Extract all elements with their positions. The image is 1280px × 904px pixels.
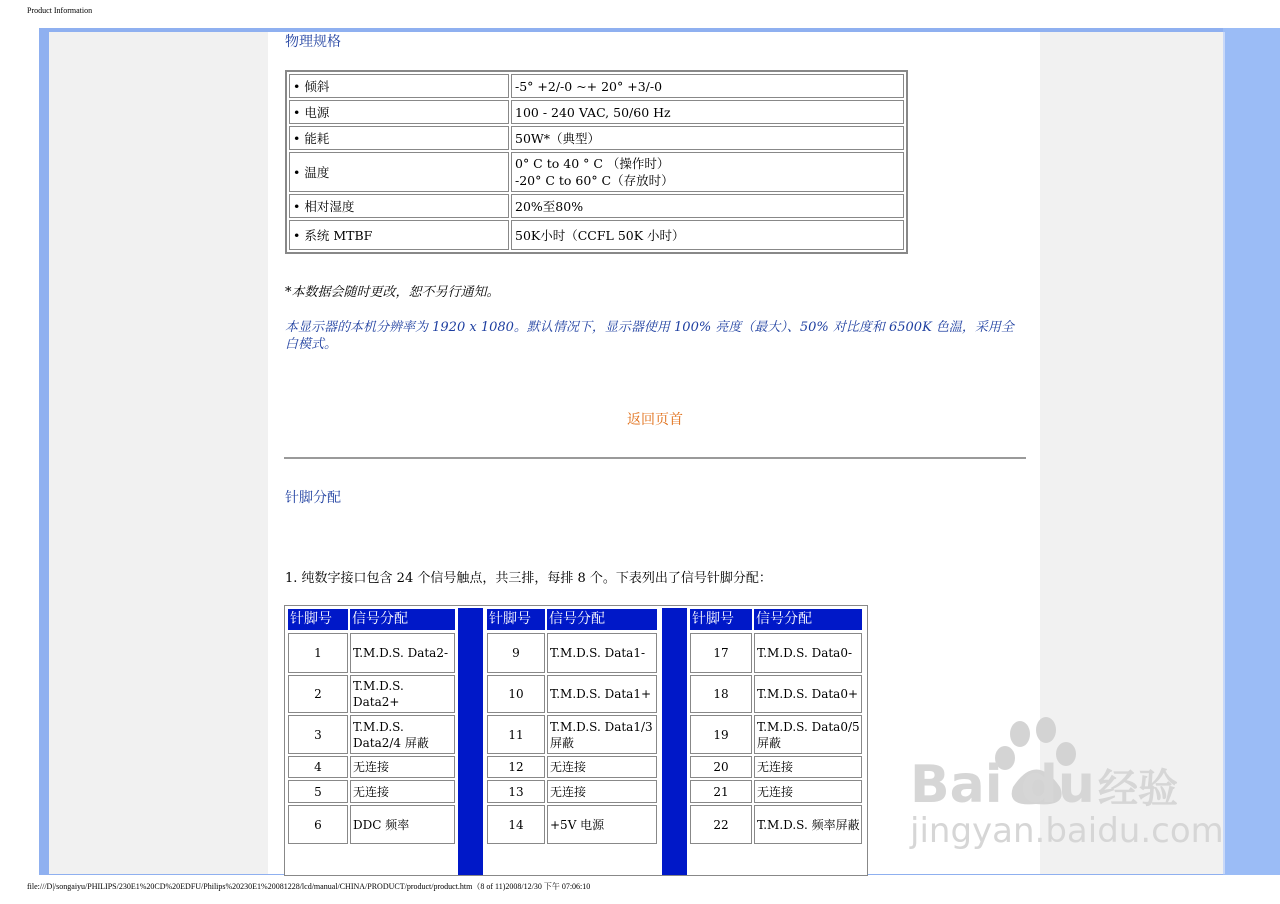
spec-value-temperature bbox=[511, 152, 904, 192]
physical-spec-title: 物理规格 bbox=[285, 34, 341, 50]
pin-signal: 无连接 bbox=[547, 780, 657, 803]
spec-value: 100 - 240 VAC, 50/60 Hz bbox=[511, 100, 904, 124]
pin-signal: 无连接 bbox=[754, 756, 862, 778]
table-row bbox=[289, 220, 904, 250]
pin-number: 14 bbox=[487, 805, 545, 844]
pin-signal: T.M.D.S. Data0/5 屏蔽 bbox=[754, 715, 862, 754]
watermark-brand: Bai du bbox=[910, 755, 1095, 815]
table-row bbox=[289, 74, 904, 98]
pin-number: 20 bbox=[690, 756, 752, 778]
page-footer: file:///D|/songaiyu/PHILIPS/230E1%20CD%20EDFU/Philips%20230E1%20081228/lcd/manual/CHINA/PRODUCT/product/product.htm（8 of 11)2008/12/30 下午 07:06:10 bbox=[27, 882, 591, 891]
pin-signal: T.M.D.S. Data0+ bbox=[754, 675, 862, 713]
pin-number: 2 bbox=[288, 675, 348, 713]
pin-number: 3 bbox=[288, 715, 348, 754]
spec-label: • 系统 MTBF bbox=[289, 220, 509, 250]
spec-value-line: -20° C to 60° C（存放时） bbox=[515, 173, 674, 188]
watermark-url: jingyan.baidu.com bbox=[910, 811, 1224, 851]
pin-number: 18 bbox=[690, 675, 752, 713]
pin-signal: 无连接 bbox=[754, 780, 862, 803]
pin-number: 9 bbox=[487, 633, 545, 673]
change-notice: *本数据会随时更改，恕不另行通知。 bbox=[285, 285, 500, 300]
pin-number: 13 bbox=[487, 780, 545, 803]
pin-number-header: 针脚号 bbox=[690, 609, 752, 630]
signal-header: 信号分配 bbox=[547, 609, 657, 630]
table-row bbox=[289, 152, 904, 192]
pin-intro-text: 1. 纯数字接口包含 24 个信号触点，共三排，每排 8 个。下表列出了信号针脚分配： bbox=[285, 571, 772, 586]
pin-signal: 无连接 bbox=[547, 756, 657, 778]
spec-value: 50W*（典型） bbox=[511, 126, 904, 150]
pin-signal: DDC 频率 bbox=[350, 805, 455, 844]
pin-number: 1 bbox=[288, 633, 348, 673]
pin-number: 19 bbox=[690, 715, 752, 754]
pin-signal: T.M.D.S. Data1- bbox=[547, 633, 657, 673]
pin-number-header: 针脚号 bbox=[487, 609, 545, 630]
spec-value: -5° +2/-0 ~+ 20° +3/-0 bbox=[511, 74, 904, 98]
pin-assignment-table bbox=[284, 605, 868, 876]
physical-spec-table bbox=[285, 70, 908, 254]
spec-value: 50K小时（CCFL 50K 小时） bbox=[511, 220, 904, 250]
page-header: Product Information bbox=[27, 6, 93, 15]
pin-number-header: 针脚号 bbox=[288, 609, 348, 630]
pin-number: 21 bbox=[690, 780, 752, 803]
spec-label: • 倾斜 bbox=[289, 74, 509, 98]
spec-label: • 电源 bbox=[289, 100, 509, 124]
pin-signal: T.M.D.S. Data1+ bbox=[547, 675, 657, 713]
pin-number: 10 bbox=[487, 675, 545, 713]
column-separator bbox=[662, 608, 687, 875]
back-to-top-link[interactable]: 返回页首 bbox=[627, 412, 683, 428]
signal-header: 信号分配 bbox=[754, 609, 862, 630]
spec-label: • 温度 bbox=[289, 152, 509, 192]
pin-signal: +5V 电源 bbox=[547, 805, 657, 844]
pin-signal: T.M.D.S. Data2- bbox=[350, 633, 455, 673]
table-row bbox=[289, 194, 904, 218]
pin-signal: T.M.D.S. Data1/3 屏蔽 bbox=[547, 715, 657, 754]
divider bbox=[284, 457, 1026, 459]
pin-signal: T.M.D.S. Data2+ bbox=[350, 675, 455, 713]
pin-signal: T.M.D.S. Data2/4 屏蔽 bbox=[350, 715, 455, 754]
signal-header: 信号分配 bbox=[350, 609, 455, 630]
table-row bbox=[289, 100, 904, 124]
baidu-jingyan-watermark bbox=[908, 712, 1228, 862]
pin-signal: T.M.D.S. 频率屏蔽 bbox=[754, 805, 862, 844]
spec-label: • 能耗 bbox=[289, 126, 509, 150]
pin-number: 5 bbox=[288, 780, 348, 803]
pin-number: 22 bbox=[690, 805, 752, 844]
spec-label: • 相对湿度 bbox=[289, 194, 509, 218]
pin-number: 11 bbox=[487, 715, 545, 754]
pin-signal: 无连接 bbox=[350, 756, 455, 778]
scrollbar-track[interactable] bbox=[1223, 28, 1280, 875]
table-row bbox=[289, 126, 904, 150]
spec-value-line: 0° C to 40 ° C （操作时） bbox=[515, 156, 670, 171]
pin-signal: T.M.D.S. Data0- bbox=[754, 633, 862, 673]
spec-value: 20%至80% bbox=[511, 194, 904, 218]
column-separator bbox=[458, 608, 483, 875]
pin-number: 6 bbox=[288, 805, 348, 844]
pin-number: 17 bbox=[690, 633, 752, 673]
pin-number: 12 bbox=[487, 756, 545, 778]
watermark-cn: 经验 bbox=[1098, 766, 1178, 812]
pin-number: 4 bbox=[288, 756, 348, 778]
pin-assignment-title: 针脚分配 bbox=[285, 490, 341, 506]
pin-signal: 无连接 bbox=[350, 780, 455, 803]
resolution-note: 本显示器的本机分辨率为 1920 x 1080。默认情况下，显示器使用 100% 亮度（最大）、50% 对比度和 6500K 色温，采用全白模式。 bbox=[285, 320, 1014, 352]
